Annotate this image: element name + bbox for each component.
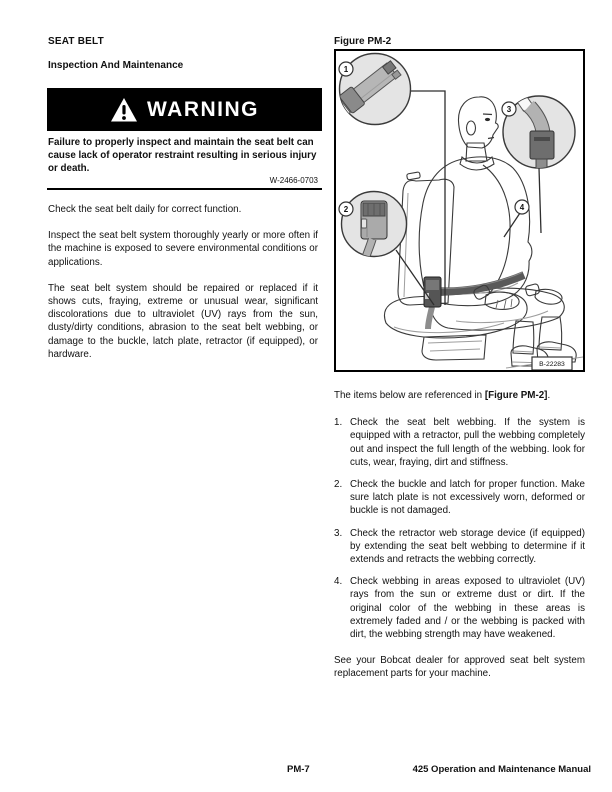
seat-belt-illustration (336, 51, 583, 370)
figure-code-box (532, 357, 572, 370)
list-item-text: Check webbing in areas exposed to ultraviolet (UV) rays from the sun or extreme dust or dirt. If the original color of the webbing in these areas is extremely faded and / or the webbing is packed with dirt, the webbing strength may have weakened. (350, 576, 585, 641)
callout-circle-buckle (342, 192, 407, 267)
footer-manual-title: 425 Operation and Maintenance Manual (412, 764, 591, 775)
figure-reference-intro (334, 389, 585, 402)
list-item-number: 4. (334, 576, 343, 588)
subsection-title: Inspection And Maintenance (48, 60, 184, 71)
left-column (48, 36, 318, 361)
callout-badge-2: 2 (343, 205, 349, 214)
figure-code-label: B-22283 (539, 361, 565, 368)
warning-code: W-2466-0703 (269, 176, 318, 185)
divider-rule (47, 188, 322, 190)
paragraph-inspect-yearly: Inspect the seat belt system thoroughly yearly or more often if the machine is exposed to severe environmental conditions or applications. (48, 230, 318, 268)
callout-badge-3: 3 (506, 105, 512, 114)
callout-badge-1: 1 (343, 65, 349, 74)
intro-prefix: The items below are referenced in (334, 390, 485, 401)
figure-pm2 (334, 49, 585, 372)
list-item-retractor (334, 527, 585, 567)
list-item-number: 2. (334, 479, 343, 491)
list-item-text: Check the seat belt webbing. If the system is equipped with a retractor, pull the webbing completely out and inspect the full length of the webbing. look for cuts, wear, fraying, dirt and stiffness. (350, 417, 585, 468)
intro-suffix: . (547, 390, 551, 401)
paragraph-repair-replace: The seat belt system should be repaired or replaced if it shows cuts, fraying, extreme or unusual wear, significant discolorations due to ultraviolet (UV) rays from the sun, dusty/dirty conditions, abrasion to the seat belt webbing, or damage to the buckle, latch plate, retractor (if equipped), or hardware. (48, 282, 318, 360)
list-item-text: Check the retractor web storage device (if equipped) by extending the seat belt webbing to determine if it extends and retracts the webbing correctly. (350, 527, 585, 566)
list-item-uv-exposure (334, 575, 585, 641)
section-title: SEAT BELT (48, 36, 104, 47)
callout-badge-4: 4 (519, 203, 525, 212)
closing-paragraph: See your Bobcat dealer for approved seat belt system replacement parts for your machine. (334, 655, 585, 680)
warning-triangle-icon (110, 97, 138, 123)
paragraph-check-daily: Check the seat belt daily for correct function. (48, 204, 242, 215)
footer-page-number: PM-7 (287, 764, 310, 775)
list-item-webbing (334, 416, 585, 469)
list-item-number: 1. (334, 417, 343, 429)
figure-title: Figure PM-2 (334, 36, 392, 47)
seat-illustration (384, 172, 527, 360)
warning-text: Failure to properly inspect and maintain the seat belt can cause lack of operator restraint resulting in serious injury or death. (48, 137, 317, 174)
right-column (334, 36, 585, 681)
warning-label: WARNING (147, 97, 259, 121)
intro-figure-reference: [Figure PM-2] (484, 390, 548, 401)
warning-banner (47, 88, 322, 131)
list-item-text: Check the buckle and latch for proper function. Make sure latch plate is not excessively worn, deformed or buckle is not damaged. (350, 479, 585, 517)
list-item-buckle-latch (334, 478, 585, 518)
list-item-number: 3. (334, 527, 343, 539)
